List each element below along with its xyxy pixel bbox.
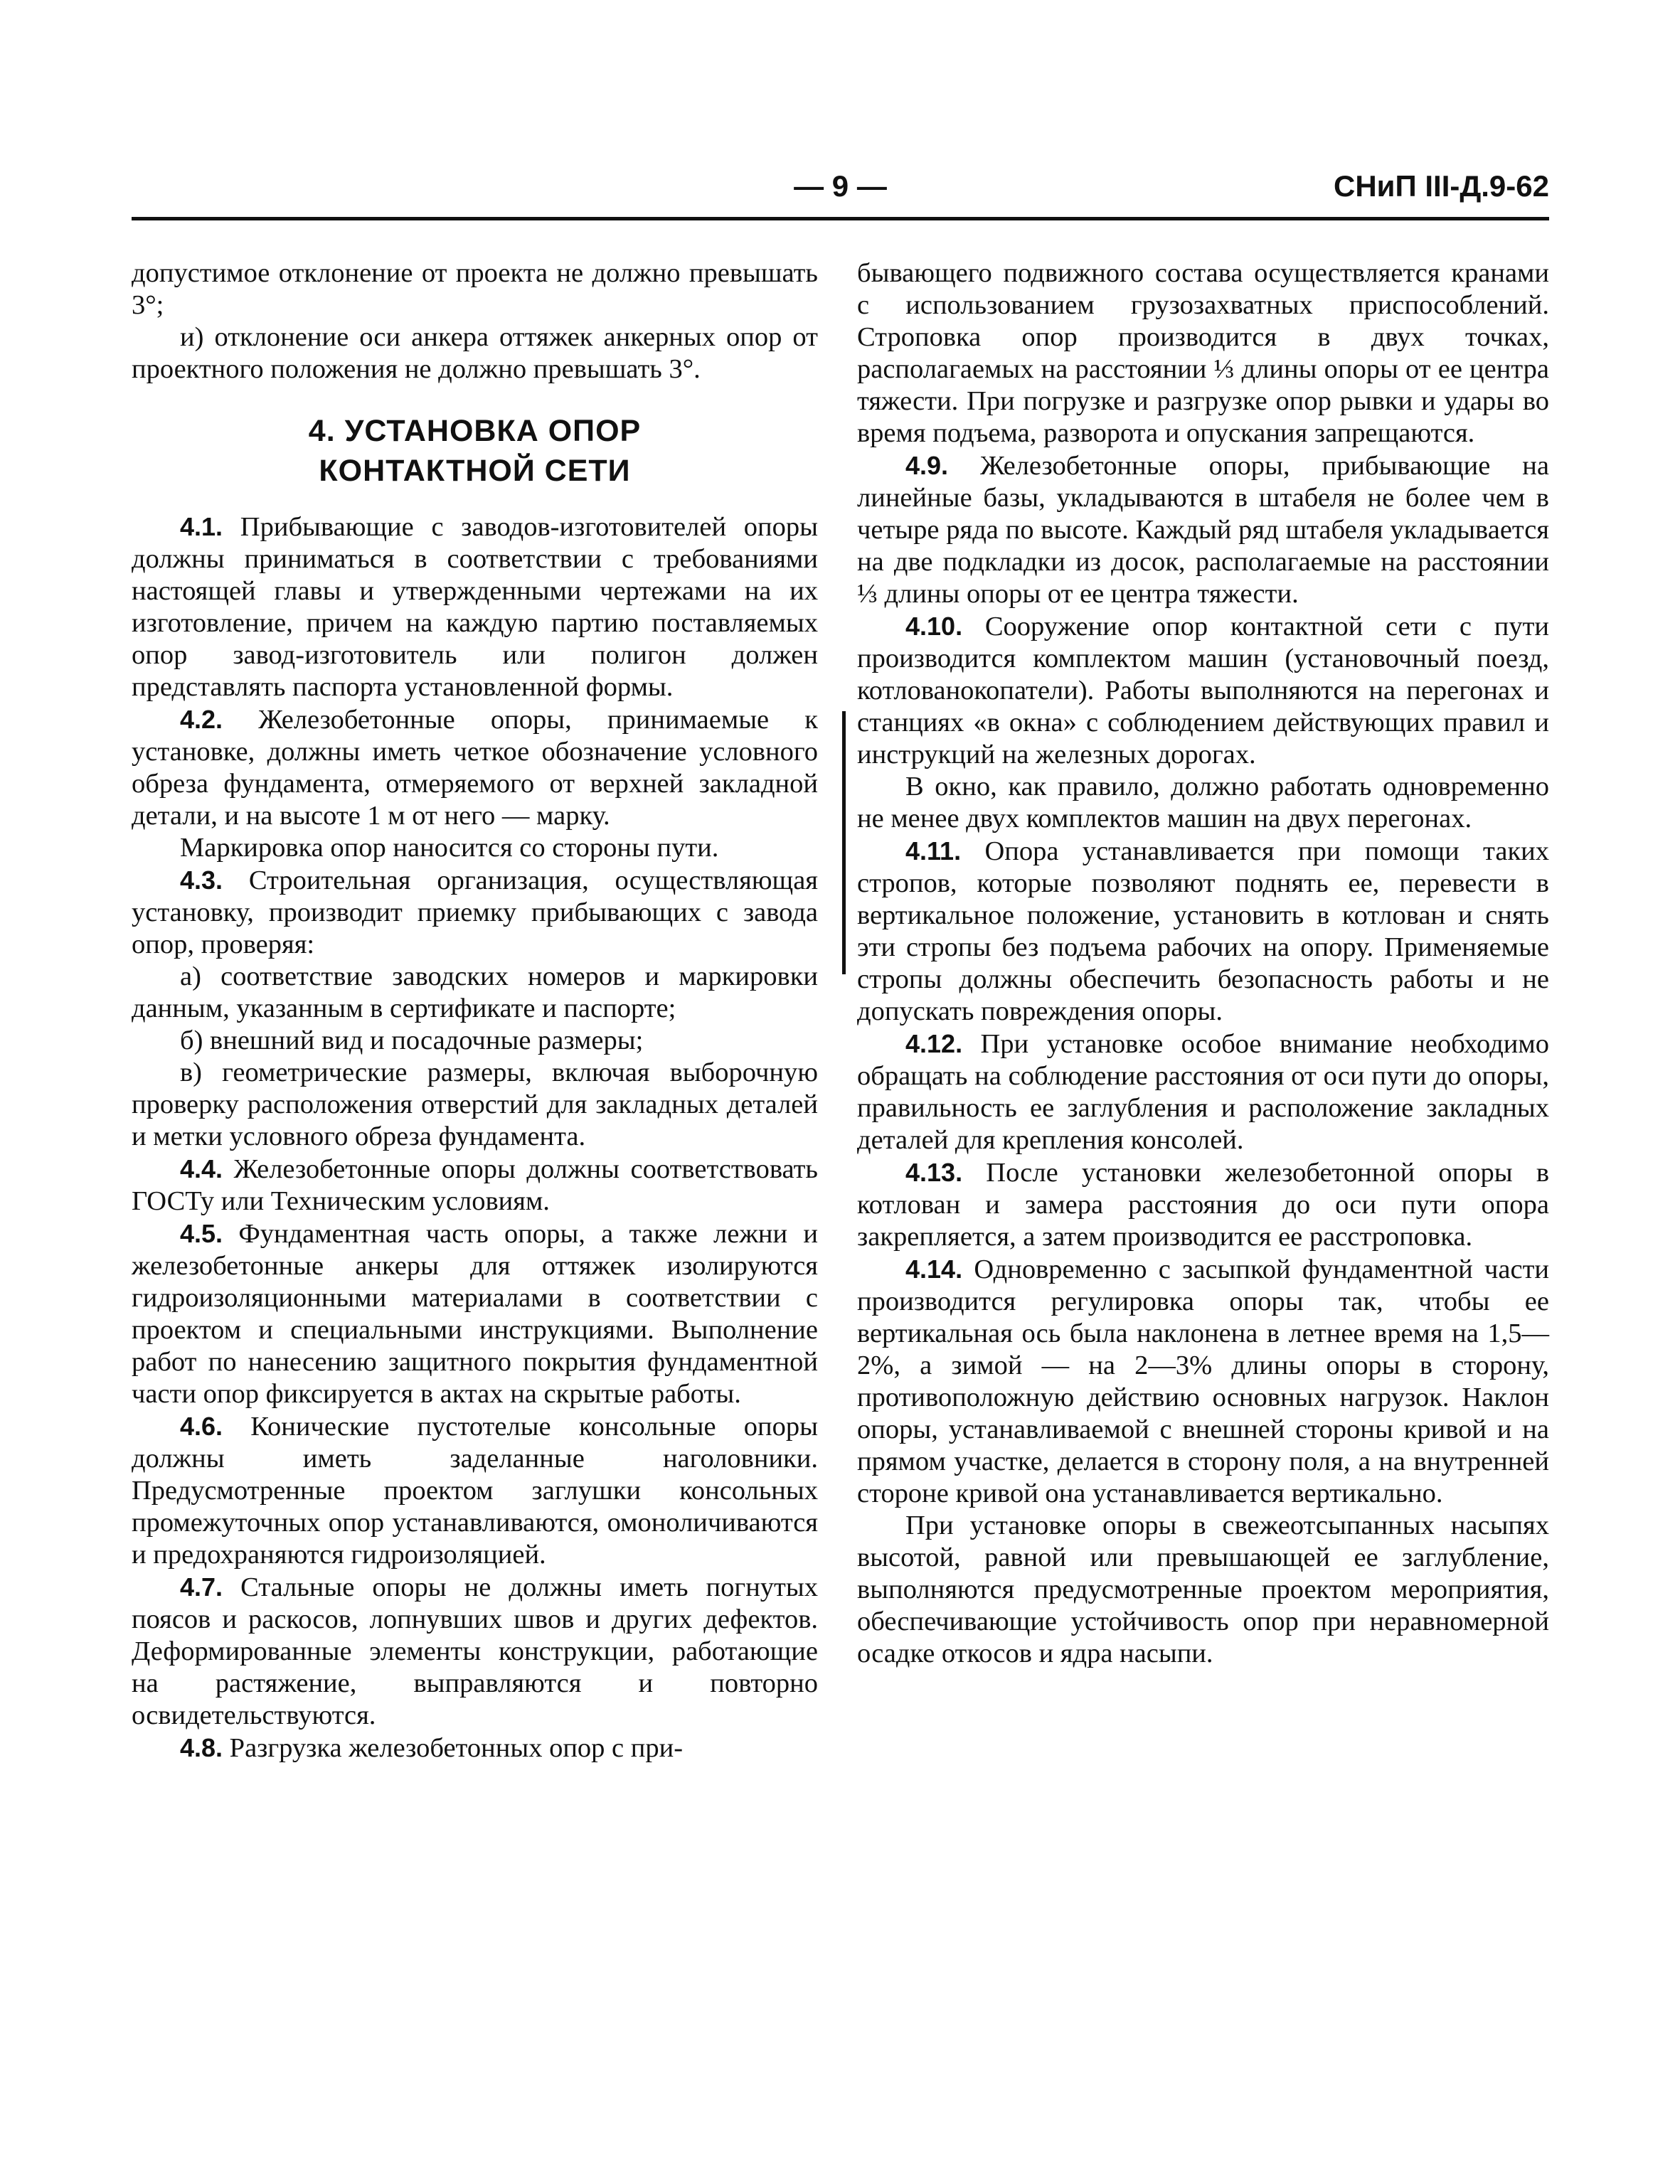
paragraph: и) отклонение оси анкера оттяжек анкерных опор от проектного положения не должно превышать 3°. xyxy=(132,322,818,384)
clause-4-2 xyxy=(132,703,818,832)
right-column xyxy=(857,257,1549,1670)
clause-number: 4.8. xyxy=(180,1733,223,1762)
clause-text: Прибывающие с заводов-изготовителей опоры должны приниматься в соответствии с требованиями настоящей главы и утвержденными чертежами на их изготовление, причем на каждую партию поставляемых опор завод-изготовитель или полигон должен представлять паспорта установленной формы. xyxy=(132,512,818,702)
clause-number: 4.12. xyxy=(905,1029,963,1058)
clause-text: Железобетонные опоры, принимаемые к установке, должны иметь четкое обозначение условного обреза фундамента, отмеряемого от верхней закладной детали, и на высоте 1 м от него — марку. xyxy=(132,705,819,831)
clause-text: Разгрузка железобетонных опор с при- xyxy=(229,1733,684,1763)
clause-text: Железобетонные опоры должны соответствовать ГОСТу или Техническим условиям. xyxy=(132,1154,818,1216)
clause-4-14 xyxy=(857,1253,1549,1510)
section-title-line: КОНТАКТНОЙ СЕТИ xyxy=(319,454,631,488)
clause-text: После установки железобетонной опоры в котлован и замера расстояния до оси пути опора закрепляется, а затем производится ее расстроповка. xyxy=(857,1158,1550,1252)
clause-number: 4.6. xyxy=(180,1412,223,1441)
clause-4-6 xyxy=(132,1410,818,1571)
clause-number: 4.5. xyxy=(180,1219,223,1248)
clause-number: 4.7. xyxy=(180,1572,223,1602)
left-column xyxy=(132,257,818,1764)
clause-text: Одновременно с засыпкой фундаментной части производится регулировка опоры так, чтобы ее вертикальная ось была наклонена в летнее время на 1,5—2%, а зимой — на 2—3% длины опоры в сторону, противоположную действию основных нагрузок. Наклон опоры, устанавливаемой с внешней стороны кривой и на прямом участке, делается в сторону поля, а на внутренней стороне кривой она устанавливается вертикально. xyxy=(857,1255,1550,1508)
document-code: СНиП III-Д.9-62 xyxy=(1334,169,1549,203)
page-header xyxy=(132,169,1549,219)
clause-text: Строительная организация, осуществляющая установку, производит приемку прибывающих с завода опор, проверяя: xyxy=(132,865,818,959)
paragraph: При установке опоры в свежеотсыпанных насыпях высотой, равной или превышающей ее заглубление, выполняются предусмотренные проектом мероприятия, обеспечивающие устойчивость опор при неравномерной осадке откосов и ядра насыпи. xyxy=(857,1511,1549,1668)
clause-number: 4.14. xyxy=(905,1255,963,1284)
section-title-line: 4. УСТАНОВКА ОПОР xyxy=(308,414,642,448)
clause-number: 4.3. xyxy=(180,865,223,895)
clause-4-5 xyxy=(132,1218,818,1410)
list-item: в) геометрические размеры, включая выборочную проверку расположения отверстий для закладных деталей и метки условного обреза фундамента. xyxy=(132,1058,818,1151)
section-title xyxy=(132,411,818,491)
clause-text: Стальные опоры не должны иметь погнутых поясов и раскосов, лопнувших швов и других дефектов. Деформированные элементы конструкции, работающие на растяжение, выправляются и повторно освидетельствуются. xyxy=(132,1572,818,1730)
clause-4-8 xyxy=(132,1732,818,1764)
list-item: б) внешний вид и посадочные размеры; xyxy=(180,1026,644,1055)
clause-4-11 xyxy=(857,835,1549,1028)
clause-number: 4.9. xyxy=(905,451,949,480)
paragraph: бывающего подвижного состава осуществляется кранами с использованием грузозахватных приспособлений. Строповка опор производится в двух точках, располагаемых на расстоянии ⅓ длины опоры от ее центра тяжести. При погрузке и разгрузке опор рывки и удары во время подъема, разворота и опускания запрещаются. xyxy=(857,258,1549,448)
paragraph: допустимое отклонение от проекта не должно превышать 3°; xyxy=(132,258,818,320)
clause-text: Железобетонные опоры, прибывающие на линейные базы, укладываются в штабеля не более чем в четыре ряда по высоте. Каждый ряд штабеля укладывается на две подкладки из досок, располагаемые на расстоянии ⅓ длины опоры от ее центра тяжести. xyxy=(857,451,1549,609)
clause-number: 4.13. xyxy=(905,1158,963,1187)
clause-4-13 xyxy=(857,1156,1549,1253)
clause-text: При установке особое внимание необходимо обращать на соблюдение расстояния от оси пути до опоры, правильность ее заглубления и расположение закладных деталей для крепления консолей. xyxy=(857,1029,1550,1155)
paragraph: Маркировка опор наносится со стороны пути. xyxy=(180,833,719,863)
clause-text: Опора устанавливается при помощи таких стропов, которые позволяют поднять ее, перевести в вертикальное положение, установить в котлован и снять эти стропы без подъема рабочих на опору. Применяемые стропы должны обеспечить безопасность работы и не допускать повреждения опоры. xyxy=(857,836,1550,1026)
clause-4-9 xyxy=(857,449,1549,610)
clause-number: 4.10. xyxy=(905,612,963,641)
list-item: а) соответствие заводских номеров и маркировки данным, указанным в сертификате и паспорте; xyxy=(132,962,818,1023)
clause-number: 4.2. xyxy=(180,705,223,734)
clause-4-10 xyxy=(857,610,1549,771)
clause-number: 4.11. xyxy=(905,836,962,865)
clause-text: Сооружение опор контактной сети с пути производится комплектом машин (установочный поезд, котлованокопатели). Работы выполняются на перегонах и станциях «в окна» с соблюдением действующих правил и инструкций на железных дорогах. xyxy=(857,612,1550,769)
clause-4-4 xyxy=(132,1153,818,1218)
header-rule xyxy=(132,217,1549,220)
clause-4-3 xyxy=(132,864,818,961)
clause-number: 4.1. xyxy=(180,512,223,541)
clause-4-1 xyxy=(132,511,818,703)
clause-text: Конические пустотелые консольные опоры должны иметь заделанные наголовники. Предусмотренные проектом заглушки консольных промежуточных опор устанавливаются, омоноличиваются и предохраняются гидроизоляцией. xyxy=(132,1412,819,1570)
page-number: — 9 — xyxy=(794,169,887,203)
clause-4-7 xyxy=(132,1571,818,1732)
revision-margin-bar xyxy=(842,711,846,974)
paragraph: В окно, как правило, должно работать одновременно не менее двух комплектов машин на двух перегонах. xyxy=(857,772,1549,833)
clause-text: Фундаментная часть опоры, а также лежни и железобетонные анкеры для оттяжек изолируются гидроизоляционными материалами в соответствии с проектом и специальными инструкциями. Выполнение работ по нанесению защитного покрытия фундаментной части опор фиксируется в актах на скрытые работы. xyxy=(132,1219,818,1409)
clause-4-12 xyxy=(857,1028,1549,1156)
clause-number: 4.4. xyxy=(180,1154,223,1183)
